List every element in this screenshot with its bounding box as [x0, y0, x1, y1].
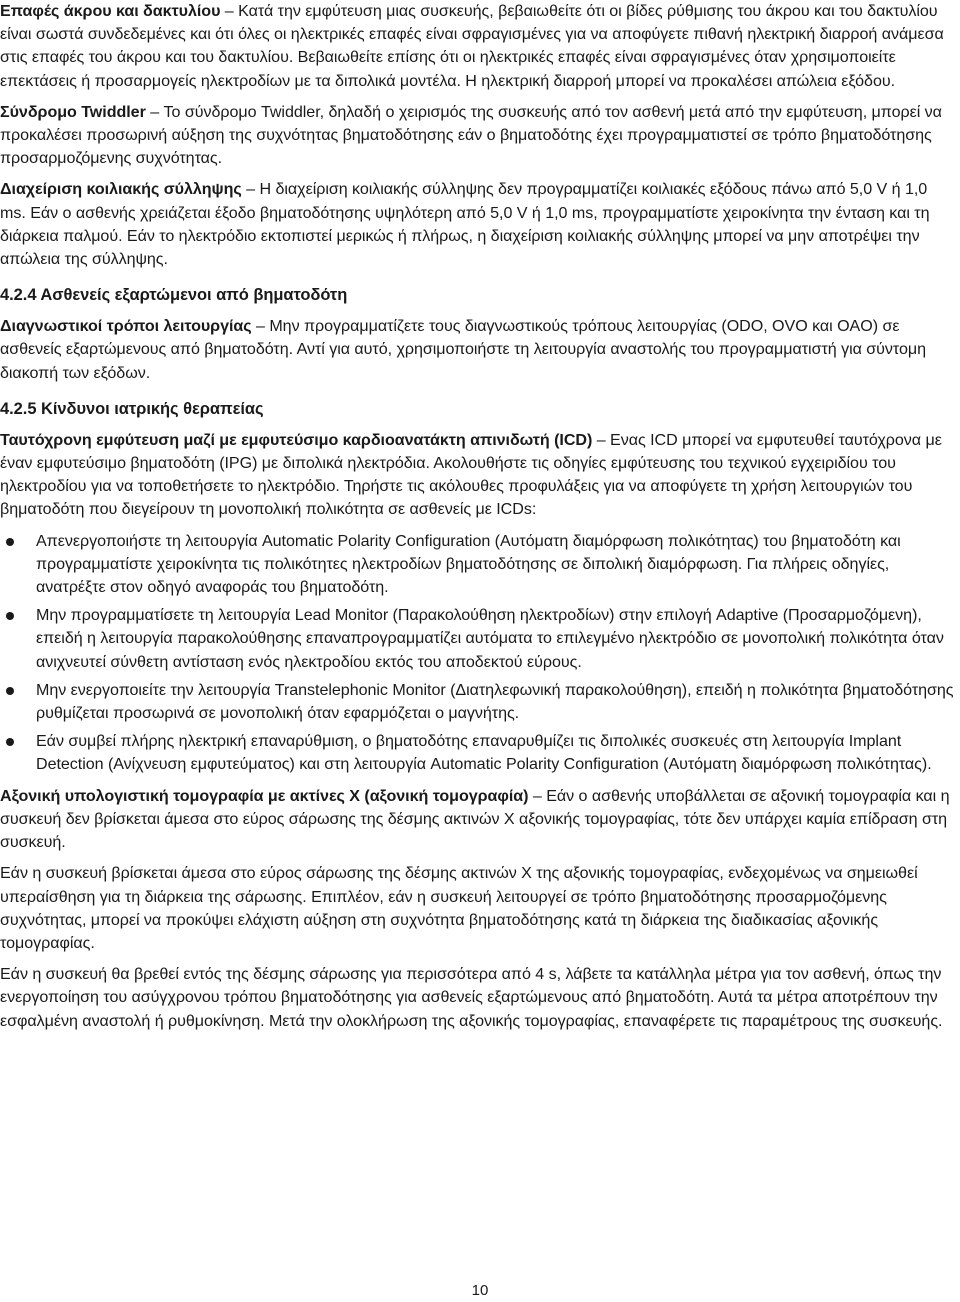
text-ventricular-capture: Η διαχείριση κοιλιακής σύλληψης δεν προγραμματίζει κοιλιακές εξόδους πάνω από 5,0 V ή 1,0 ms. Εάν ο ασθενής χρειάζεται έξοδο βηματοδότησης υψηλότερη από 5,0 V ή 1,0 ms, προγραμματίστε χειροκίνητα την ένταση και τη διάρκεια παλμού. Εάν το ηλεκτρόδιο εκτοπιστεί μερικώς ή πλήρως, η διαχείριση κοιλιακής σύλληψης μπορεί να μην αποτρέψει την απώλεια της σύλληψης.	[0, 180, 930, 269]
paragraph-twiddler: Σύνδρομο Twiddler – Το σύνδρομο Twiddler, δηλαδή ο χειρισμός της συσκευής από τον ασθενή μετά από την εμφύτευση, μπορεί να προκαλέσει προσωρινή αύξηση της συχνότητας βηματοδότησης εάν ο βηματοδότης έχει προγραμματιστεί σε τρόπο βηματοδότησης προσαρμοζόμενης συχνότητας.	[0, 102, 942, 168]
paragraph-ventricular-capture: Διαχείριση κοιλιακής σύλληψης – Η διαχείριση κοιλιακής σύλληψης δεν προγραμματίζει κοιλιακές εξόδους πάνω από 5,0 V ή 1,0 ms. Εάν ο ασθενής χρειάζεται έξοδο βηματοδότησης υψηλότερη από 5,0 V ή 1,0 ms, προγραμματίστε χειροκίνητα την ένταση και τη διάρκεια παλμού. Εάν το ηλεκτρόδιο εκτοπιστεί μερικώς ή πλήρως, η διαχείριση κοιλιακής σύλληψης μπορεί να μην αποτρέψει την απώλεια της σύλληψης.	[0, 180, 930, 269]
lead-diagnostic-modes: Διαγνωστικοί τρόποι λειτουργίας	[0, 317, 252, 336]
lead-icd: Ταυτόχρονη εμφύτευση μαζί με εμφυτεύσιμο καρδιοανατάκτη απινιδωτή (ICD)	[0, 430, 593, 449]
text-tip-ring: Κατά την εμφύτευση μιας συσκευής, βεβαιωθείτε ότι οι βίδες ρύθμισης του άκρου και του δακτυλίου είναι σωστά συνδεδεμένες και ότι όλες οι ηλεκτρικές επαφές είναι σφραγισμένες για να αποφύγετε πιθανή ηλεκτρική διαρροή ανάμεσα στις επαφές του άκρου και του δακτυλίου. Βεβαιωθείτε επίσης ότι οι ηλεκτρικές επαφές είναι σφραγισμένες όταν χρησιμοποιείτε επεκτάσεις ή προσαρμογείς ηλεκτροδίων με τα διπολικά μοντέλα. Η ηλεκτρική διαρροή μπορεί να προκαλέσει απώλεια εξόδου.	[0, 2, 944, 90]
paragraph-diagnostic-modes: Διαγνωστικοί τρόποι λειτουργίας – Μην προγραμματίζετε τους διαγνωστικούς τρόπους λειτουργίας (ODO, OVO και OAO) σε ασθενείς εξαρτώμενους από βηματοδότη. Αντί για αυτό, χρησιμοποιήστε τη λειτουργία αναστολής του προγραμματιστή για σύντομη διακοπή των εξόδων.	[0, 317, 927, 382]
bullet-icon	[6, 738, 14, 746]
list-item-text: Μην προγραμματίσετε τη λειτουργία Lead Monitor (Παρακολούθηση ηλεκτροδίων) στην επιλογή Adaptive (Προσαρμοζόμενη), επειδή η λειτουργία παρακολούθησης επαναπρογραμματίζει αυτόματα το επιλεγμένο ηλεκτρόδιο σε μονοπολική πολικότητα όταν ανιχνευτεί σύνθετη αντίσταση ενός ηλεκτροδίου εκτός του αποδεκτού εύρους.	[36, 606, 944, 671]
list-item-text: Απενεργοποιήστε τη λειτουργία Automatic Polarity Configuration (Αυτόματη διαμόρφωση πολικότητας) του βηματοδότη και προγραμματίστε χειροκίνητα τις πολικότητες ηλεκτροδίων βηματοδότησης σε διπολική διαμόρφωση. Για πλήρεις οδηγίες, ανατρέξτε στον οδηγό αναφοράς του βηματοδότη.	[36, 531, 901, 597]
text-twiddler: Το σύνδρομο Twiddler, δηλαδή ο χειρισμός της συσκευής από τον ασθενή μετά από την εμφύτευση, μπορεί να προκαλέσει προσωρινή αύξηση της συχνότητας βηματοδότησης εάν ο βηματοδότης έχει προγραμματιστεί σε τρόπο βηματοδότησης προσαρμοζόμενης συχνότητας.	[0, 102, 942, 168]
lead-ventricular-capture: Διαχείριση κοιλιακής σύλληψης	[0, 180, 242, 199]
list-item	[0, 679, 956, 725]
paragraph-icd: Ταυτόχρονη εμφύτευση μαζί με εμφυτεύσιμο καρδιοανατάκτη απινιδωτή (ICD) – Ενας ICD μπορεί να εμφυτευθεί ταυτόχρονα με έναν εμφυτεύσιμο βηματοδότη (IPG) με διπολικά ηλεκτρόδια. Ακολουθήστε τις οδηγίες εμφύτευσης του τεχνικού εγχειριδίου του ηλεκτροδίου για να τοποθετήσετε το ηλεκτρόδιο. Τηρήστε τις ακόλουθες προφυλάξεις για να αποφύγετε τη χρήση λειτουργιών του βηματοδότη που διεγείρουν τη μονοπολική πολικότητα σε ασθενείς με ICDs:	[0, 430, 942, 519]
list-item-text: Εάν συμβεί πλήρης ηλεκτρική επαναρύθμιση, ο βηματοδότης επαναρυθμίζει τις διπολικές συσκευές στη λειτουργία Implant Detection (Ανίχνευση εμφυτεύματος) και στη λειτουργία Automatic Polarity Configuration (Αυτόματη διαμόρφωση πολικότητας).	[36, 732, 932, 774]
heading-4-2-5: 4.2.5 Κίνδυνοι ιατρικής θεραπείας	[0, 399, 264, 418]
text-ct: Εάν ο ασθενής υποβάλλεται σε αξονική τομογραφία και η συσκευή δεν βρίσκεται άμεσα στο εύρος σάρωσης της δέσμης ακτινών Χ αξονικής τομογραφίας, τότε δεν υπάρχει καμία επίδραση στη συσκευή.	[0, 786, 950, 852]
list-item	[0, 530, 956, 600]
bullet-icon	[6, 612, 14, 620]
paragraph-ct: Αξονική υπολογιστική τομογραφία με ακτίνες Χ (αξονική τομογραφία) – Εάν ο ασθενής υποβάλλεται σε αξονική τομογραφία και η συσκευή δεν βρίσκεται άμεσα στο εύρος σάρωσης της δέσμης ακτινών Χ αξονικής τομογραφίας, τότε δεν υπάρχει καμία επίδραση στη συσκευή.	[0, 786, 950, 852]
lead-twiddler: Σύνδρομο Twiddler	[0, 102, 146, 121]
paragraph-ct-3: Εάν η συσκευή θα βρεθεί εντός της δέσμης σάρωσης για περισσότερα από 4 s, λάβετε τα κατάλληλα μέτρα για τον ασθενή, όπως την ενεργοποίηση του ασύγχρονου τρόπου βηματοδότησης για ασθενείς εξαρτώμενους από βηματοδότη. Αυτά τα μέτρα αποτρέπουν την εσφαλμένη αναστολή ή ρυθμοκίνηση. Μετά την ολοκλήρωση της αξονικής τομογραφίας, επαναφέρετε τις παραμέτρους της συσκευής.	[0, 965, 943, 1030]
list-item-text: Μην ενεργοποιείτε την λειτουργία Transtelephonic Monitor (Διατηλεφωνική παρακολούθηση), επειδή η πολικότητα βηματοδότησης ρυθμίζεται προσωρινά σε μονοπολική όταν εφαρμόζεται ο μαγνήτης.	[36, 680, 954, 723]
heading-4-2-4: 4.2.4 Ασθενείς εξαρτώμενοι από βηματοδότη	[0, 286, 348, 305]
lead-ct: Αξονική υπολογιστική τομογραφία με ακτίνες Χ (αξονική τομογραφία)	[0, 786, 529, 805]
bullet-icon	[6, 538, 14, 546]
bullet-icon	[6, 687, 14, 695]
lead-tip-ring: Επαφές άκρου και δακτυλίου	[0, 2, 221, 20]
paragraph-tip-ring: Επαφές άκρου και δακτυλίου – Κατά την εμφύτευση μιας συσκευής, βεβαιωθείτε ότι οι βίδες ρύθμισης του άκρου και του δακτυλίου είναι σωστά συνδεδεμένες και ότι όλες οι ηλεκτρικές επαφές είναι σφραγισμένες για να αποφύγετε πιθανή ηλεκτρική διαρροή ανάμεσα στις επαφές του άκρου και του δακτυλίου. Βεβαιωθείτε επίσης ότι οι ηλεκτρικές επαφές είναι σφραγισμένες όταν χρησιμοποιείτε επεκτάσεις ή προσαρμογείς ηλεκτροδίων με τα διπολικά μοντέλα. Η ηλεκτρική διαρροή μπορεί να προκαλέσει απώλεια εξόδου.	[0, 2, 944, 90]
text-icd: Ενας ICD μπορεί να εμφυτευθεί ταυτόχρονα με έναν εμφυτεύσιμο βηματοδότη (IPG) με διπολικά ηλεκτρόδια. Ακολουθήστε τις οδηγίες εμφύτευσης του τεχνικού εγχειριδίου του ηλεκτροδίου για να τοποθετήσετε το ηλεκτρόδιο. Τηρήστε τις ακόλουθες προφυλάξεις για να αποφύγετε τη χρήση λειτουργιών του βηματοδότη που διεγείρουν τη μονοπολική πολικότητα σε ασθενείς με ICDs:	[0, 430, 942, 519]
text-diagnostic-modes: Μην προγραμματίζετε τους διαγνωστικούς τρόπους λειτουργίας (ODO, OVO και OAO) σε ασθενείς εξαρτώμενους από βηματοδότη. Αντί για αυτό, χρησιμοποιήστε τη λειτουργία αναστολής του προγραμματιστή για σύντομη διακοπή των εξόδων.	[0, 317, 927, 382]
page-number: 10	[471, 1282, 489, 1299]
list-item	[0, 604, 956, 674]
paragraph-ct-2: Εάν η συσκευή βρίσκεται άμεσα στο εύρος σάρωσης της δέσμης ακτινών Χ της αξονικής τομογραφίας, ενδεχομένως να σημειωθεί υπεραίσθηση για τη διάρκεια της σάρωσης. Επιπλέον, εάν η συσκευή λειτουργεί σε τρόπο βηματοδότησης προσαρμοζόμενης συχνότητας, μπορεί να προκύψει ελάχιστη αύξηση στη συχνότητα βηματοδότησης κατά τη διάρκεια της διαδικασίας αξονικής τομογραφίας.	[0, 864, 918, 952]
icd-precautions-list	[0, 530, 956, 777]
list-item	[0, 730, 956, 776]
